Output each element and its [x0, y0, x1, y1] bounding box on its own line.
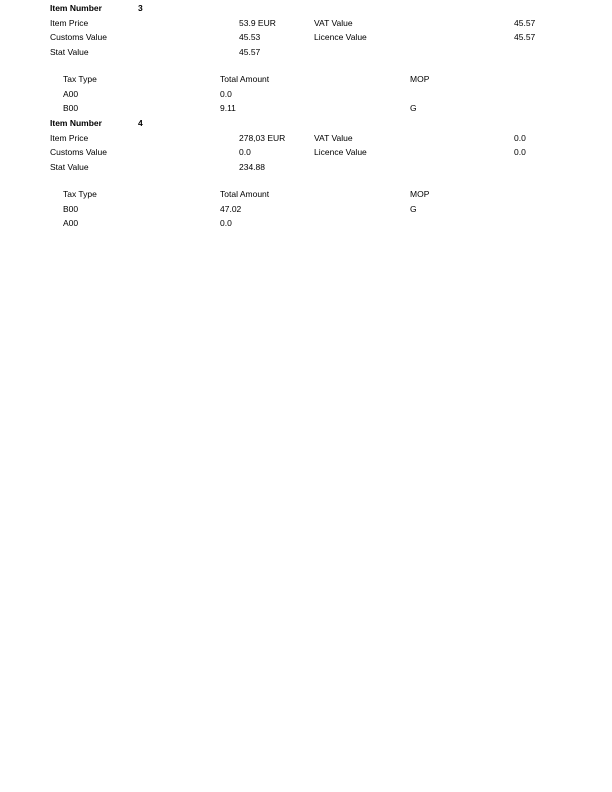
tax-row-amount: 47.02: [220, 204, 242, 214]
mop-header: MOP: [410, 74, 430, 84]
licence-value-value: 45.57: [514, 32, 536, 42]
item-number-label: Item Number: [50, 118, 102, 128]
customs-value-label: Customs Value: [50, 147, 108, 157]
customs-value-value: 45.53: [239, 32, 261, 42]
customs-value-label: Customs Value: [50, 32, 108, 42]
tax-row-amount: 0.0: [220, 218, 232, 228]
stat-value-label: Stat Value: [50, 47, 89, 57]
vat-value-value: 45.57: [514, 18, 536, 28]
tax-row-type: B00: [63, 204, 79, 214]
stat-value-value: 234.88: [239, 162, 265, 172]
item-price-value: 53.9 EUR: [239, 18, 276, 28]
customs-value-value: 0.0: [239, 147, 251, 157]
tax-row-amount: 9.11: [220, 103, 236, 113]
item-number-value: 4: [138, 118, 143, 128]
vat-value-label: VAT Value: [314, 18, 353, 28]
vat-value-value: 0.0: [514, 133, 526, 143]
tax-type-header: Tax Type: [63, 74, 97, 84]
total-amount-header: Total Amount: [220, 189, 270, 199]
tax-row-mop: G: [410, 103, 417, 113]
licence-value-label: Licence Value: [314, 147, 367, 157]
tax-row-type: A00: [63, 89, 79, 99]
item-price-value: 278,03 EUR: [239, 133, 286, 143]
vat-value-label: VAT Value: [314, 133, 353, 143]
licence-value-value: 0.0: [514, 147, 526, 157]
tax-row-amount: 0.0: [220, 89, 232, 99]
tax-row-type: B00: [63, 103, 79, 113]
item-price-label: Item Price: [50, 133, 89, 143]
item-price-label: Item Price: [50, 18, 89, 28]
tax-row-mop: G: [410, 204, 417, 214]
tax-type-header: Tax Type: [63, 189, 97, 199]
total-amount-header: Total Amount: [220, 74, 270, 84]
stat-value-label: Stat Value: [50, 162, 89, 172]
item-number-value: 3: [138, 3, 143, 13]
tax-row-type: A00: [63, 218, 79, 228]
item-number-label: Item Number: [50, 3, 102, 13]
stat-value-value: 45.57: [239, 47, 261, 57]
mop-header: MOP: [410, 189, 430, 199]
licence-value-label: Licence Value: [314, 32, 367, 42]
